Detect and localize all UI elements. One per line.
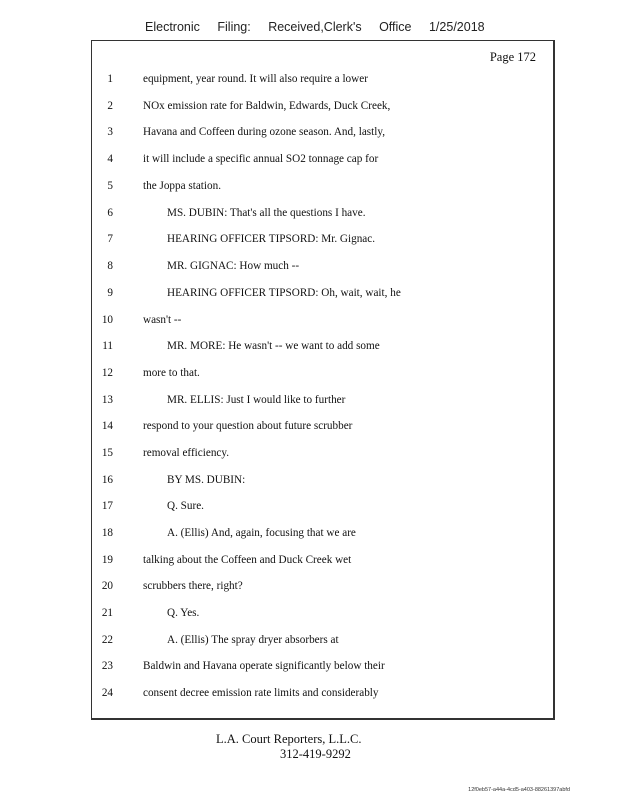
line-text: equipment, year round. It will also require a lower	[143, 73, 368, 85]
line-text: Q. Yes.	[167, 607, 200, 619]
line-text: Havana and Coffeen during ozone season. And, lastly,	[143, 126, 386, 138]
line-text: BY MS. DUBIN:	[167, 474, 246, 486]
transcript-line	[91, 577, 551, 595]
stamp-word-received: Received,Clerk's	[268, 20, 362, 34]
line-text: wasn't --	[143, 314, 182, 326]
transcript-line	[91, 551, 551, 569]
transcript-line	[91, 604, 551, 622]
line-text: NOx emission rate for Baldwin, Edwards, Duck Creek,	[143, 100, 391, 112]
document-id: 12f0eb57-a44a-4cd5-a403-88261397abfd	[468, 787, 570, 793]
filing-stamp	[145, 20, 499, 34]
transcript-line	[91, 631, 551, 649]
line-text: MR. ELLIS: Just I would like to further	[167, 394, 346, 406]
transcript-line	[91, 150, 551, 168]
transcript-line	[91, 364, 551, 382]
line-number: 10	[101, 314, 113, 326]
line-number: 23	[101, 660, 113, 672]
line-number: 6	[107, 207, 113, 219]
transcript-line	[91, 177, 551, 195]
transcript-line	[91, 97, 551, 115]
line-text: talking about the Coffeen and Duck Creek wet	[143, 554, 352, 566]
line-number: 21	[101, 607, 113, 619]
line-text: it will include a specific annual SO2 tonnage cap for	[143, 153, 379, 165]
line-number: 20	[101, 580, 113, 592]
line-text: MR. GIGNAC: How much --	[167, 260, 300, 272]
line-number: 24	[101, 687, 113, 699]
line-text: the Joppa station.	[143, 180, 221, 192]
transcript-line	[91, 684, 551, 702]
line-number: 3	[107, 126, 113, 138]
line-number: 15	[101, 447, 113, 459]
line-number: 12	[101, 367, 113, 379]
line-text: MS. DUBIN: That's all the questions I have.	[167, 207, 366, 219]
transcript-line	[91, 123, 551, 141]
line-number: 17	[101, 500, 113, 512]
line-text: MR. MORE: He wasn't -- we want to add some	[167, 340, 380, 352]
page-number: Page 172	[489, 50, 536, 64]
line-number: 16	[101, 474, 113, 486]
line-text: Baldwin and Havana operate significantly below their	[143, 660, 385, 672]
line-text: more to that.	[143, 367, 200, 379]
transcript-line	[91, 497, 551, 515]
transcript-line	[91, 257, 551, 275]
line-text: scrubbers there, right?	[143, 580, 243, 592]
transcript-line	[91, 524, 551, 542]
line-number: 8	[107, 260, 113, 272]
transcript-line	[91, 657, 551, 675]
transcript-line	[91, 311, 551, 329]
line-number: 22	[101, 634, 113, 646]
stamp-word-office: Office	[379, 20, 412, 34]
transcript-line	[91, 204, 551, 222]
line-number: 18	[101, 527, 113, 539]
line-text: respond to your question about future scrubber	[143, 420, 353, 432]
stamp-date: 1/25/2018	[428, 20, 485, 34]
line-number: 14	[101, 420, 113, 432]
transcript-line	[91, 284, 551, 302]
line-text: HEARING OFFICER TIPSORD: Mr. Gignac.	[167, 233, 376, 245]
transcript-line	[91, 230, 551, 248]
line-number: 4	[107, 153, 113, 165]
line-number: 5	[107, 180, 113, 192]
line-number: 7	[107, 233, 113, 245]
line-number: 1	[107, 73, 113, 85]
line-text: removal efficiency.	[143, 447, 230, 459]
line-number: 2	[107, 100, 113, 112]
stamp-word-filing: Filing:	[217, 20, 251, 34]
line-number: 9	[107, 287, 113, 299]
line-number: 11	[102, 340, 113, 352]
line-text: A. (Ellis) The spray dryer absorbers at	[167, 634, 339, 646]
transcript-line	[91, 337, 551, 355]
reporter-company: L.A. Court Reporters, L.L.C.	[216, 732, 362, 746]
transcript-line	[91, 391, 551, 409]
line-text: Q. Sure.	[167, 500, 204, 512]
line-number: 13	[101, 394, 113, 406]
transcript-line	[91, 444, 551, 462]
line-text: A. (Ellis) And, again, focusing that we are	[167, 527, 356, 539]
line-text: HEARING OFFICER TIPSORD: Oh, wait, wait, he	[167, 287, 401, 299]
transcript-line	[91, 471, 551, 489]
transcript-line	[91, 417, 551, 435]
line-number: 19	[101, 554, 113, 566]
line-text: consent decree emission rate limits and considerably	[143, 687, 379, 699]
reporter-phone: 312-419-9292	[280, 747, 351, 761]
transcript-line	[91, 70, 551, 88]
stamp-word-electronic: Electronic	[145, 20, 200, 34]
